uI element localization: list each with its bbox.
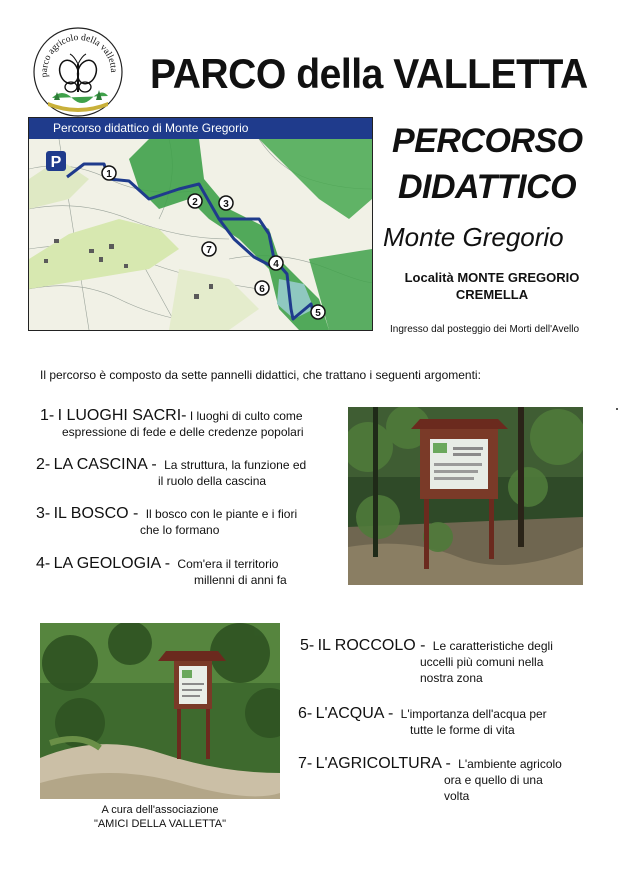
topic-desc: Le caratteristiche degli [432,639,553,653]
stray-mark [616,408,618,410]
parking-label: P [50,154,62,171]
park-logo [32,26,124,118]
topic-title: LA CASCINA - [53,456,157,473]
map-stop-3: 3 [223,199,229,210]
panel-photo-2 [40,623,280,799]
topic-1 [40,408,304,440]
heading-line-2: DIDATTICO [398,168,577,206]
topic-number: 3- [36,505,51,522]
topic-7 [298,756,562,804]
topic-desc-2: che lo formano [140,523,220,537]
topic-title: IL BOSCO - [53,505,139,522]
topic-6 [298,706,547,738]
topic-2 [36,457,306,489]
intro-text: Il percorso è composto da sette pannelli didattici, che trattano i seguenti argomenti: [40,368,481,382]
map-stop-6: 6 [259,284,265,295]
location-line-2: CREMELLA [455,287,529,302]
topic-desc: Il bosco con le piante e i fiori [145,507,298,521]
topic-desc-2: ora e quello di una [444,773,543,787]
topic-desc: Com'era il territorio [177,557,279,571]
location-line-1: Località MONTE GREGORIO [404,270,580,285]
credit-line-2: "AMICI DELLA VALLETTA" [93,818,227,830]
map-title: Percorso didattico di Monte Gregorio [29,118,372,139]
topic-desc-2: espressione di fede e delle credenze popolari [62,425,304,439]
topic-title: L'ACQUA - [315,705,394,722]
topic-desc: L'importanza dell'acqua per [400,707,547,721]
topic-title: L'AGRICOLTURA - [315,755,451,772]
topic-desc-3: nostra zona [420,671,483,685]
heading-subtitle: Monte Gregorio [383,222,564,252]
topic-number: 1- [40,407,55,424]
topic-desc-2: tutte le forme di vita [410,723,515,737]
topic-4 [36,556,287,588]
topic-desc-3: volta [444,789,470,803]
topic-number: 6- [298,705,313,722]
credit [40,803,280,831]
topic-desc-2: uccelli più comuni nella [420,655,544,669]
logo-text: parco agricolo della valletta [39,33,119,78]
entrance-note: Ingresso dal posteggio dei Morti dell'Avello [390,324,580,335]
topic-title: I LUOGHI SACRI- [57,407,187,424]
topic-desc-2: millenni di anni fa [194,573,287,587]
topic-desc: I luoghi di culto come [189,409,303,423]
topic-5 [300,638,553,686]
topic-number: 2- [36,456,51,473]
map-stop-4: 4 [273,259,279,270]
topic-desc: L'ambiente agricolo [458,757,562,771]
topic-desc-2: il ruolo della cascina [158,474,267,488]
location [386,269,598,303]
topic-number: 4- [36,555,51,572]
map-stop-5: 5 [315,308,321,319]
topic-number: 5- [300,637,315,654]
topic-number: 7- [298,755,313,772]
credit-line-1: A cura dell'associazione [101,804,219,816]
topic-title: LA GEOLOGIA - [53,555,171,572]
map-stop-7: 7 [206,245,212,256]
map-stop-1: 1 [106,169,112,180]
topic-3 [36,506,297,538]
map-stop-2: 2 [192,197,198,208]
panel-photo-1 [348,407,583,585]
topic-title: IL ROCCOLO - [317,637,426,654]
topic-desc: La struttura, la funzione ed [164,458,307,472]
heading-line-1: PERCORSO [392,122,583,160]
route-map [28,117,373,331]
page-title: PARCO della VALLETTA [150,50,588,97]
main-heading [392,118,583,210]
